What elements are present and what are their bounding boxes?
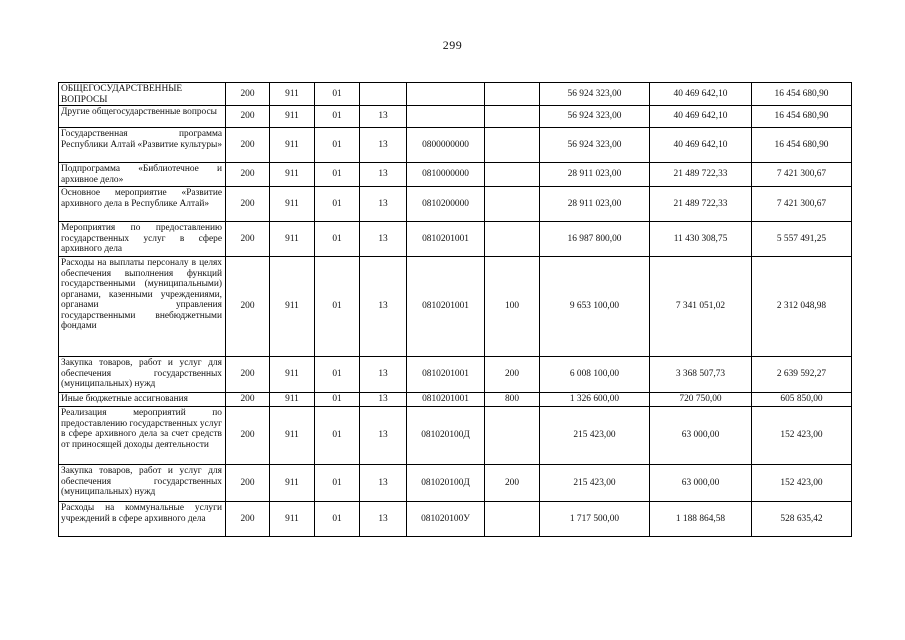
column-subsection: 13	[360, 393, 407, 407]
column-remaining-amount: 5 557 491,25	[752, 222, 852, 257]
row-name: Расходы на коммунальные услуги учреждений в сфере архивного дела	[59, 502, 226, 537]
table-row	[59, 407, 852, 465]
column-executed-amount: 1 188 864,58	[650, 502, 752, 537]
column-subsection: 13	[360, 465, 407, 502]
column-expense-type	[485, 128, 540, 163]
column-expense-type: 100	[485, 257, 540, 357]
column-budget-code: 200	[226, 83, 270, 106]
column-target-article: 0800000000	[407, 128, 485, 163]
column-target-article: 081020100Д	[407, 465, 485, 502]
column-executed-amount: 720 750,00	[650, 393, 752, 407]
column-approved-amount: 56 924 323,00	[540, 83, 650, 106]
column-section: 01	[315, 502, 360, 537]
column-budget-code: 200	[226, 407, 270, 465]
column-remaining-amount: 16 454 680,90	[752, 128, 852, 163]
column-expense-type	[485, 163, 540, 187]
column-expense-type	[485, 187, 540, 222]
column-ministry-code: 911	[270, 83, 315, 106]
table-row	[59, 222, 852, 257]
budget-table	[58, 82, 852, 537]
column-remaining-amount: 152 423,00	[752, 407, 852, 465]
column-approved-amount: 28 911 023,00	[540, 163, 650, 187]
table-row	[59, 83, 852, 106]
column-ministry-code: 911	[270, 502, 315, 537]
column-budget-code: 200	[226, 465, 270, 502]
column-budget-code: 200	[226, 502, 270, 537]
column-expense-type: 200	[485, 357, 540, 393]
column-approved-amount: 215 423,00	[540, 407, 650, 465]
row-name: Подпрограмма «Библиотечное и архивное дело»	[59, 163, 226, 187]
column-target-article: 0810201001	[407, 357, 485, 393]
row-name: Государственная программа Республики Алтай «Развитие культуры»	[59, 128, 226, 163]
column-section: 01	[315, 393, 360, 407]
column-remaining-amount: 16 454 680,90	[752, 83, 852, 106]
column-budget-code: 200	[226, 106, 270, 128]
table-row	[59, 128, 852, 163]
column-budget-code: 200	[226, 163, 270, 187]
column-remaining-amount: 16 454 680,90	[752, 106, 852, 128]
column-executed-amount: 21 489 722,33	[650, 187, 752, 222]
column-approved-amount: 56 924 323,00	[540, 128, 650, 163]
column-ministry-code: 911	[270, 407, 315, 465]
column-budget-code: 200	[226, 257, 270, 357]
column-ministry-code: 911	[270, 393, 315, 407]
table-row	[59, 163, 852, 187]
row-name: Другие общегосударственные вопросы	[59, 106, 226, 128]
column-executed-amount: 40 469 642,10	[650, 128, 752, 163]
column-subsection: 13	[360, 187, 407, 222]
column-subsection: 13	[360, 106, 407, 128]
column-remaining-amount: 7 421 300,67	[752, 163, 852, 187]
column-expense-type: 800	[485, 393, 540, 407]
column-ministry-code: 911	[270, 187, 315, 222]
table-row	[59, 502, 852, 537]
column-subsection: 13	[360, 222, 407, 257]
column-ministry-code: 911	[270, 465, 315, 502]
row-name: Закупка товаров, работ и услуг для обеспечения государственных (муниципальных) нужд	[59, 465, 226, 502]
column-section: 01	[315, 83, 360, 106]
column-subsection	[360, 83, 407, 106]
column-executed-amount: 11 430 308,75	[650, 222, 752, 257]
column-ministry-code: 911	[270, 106, 315, 128]
column-approved-amount: 16 987 800,00	[540, 222, 650, 257]
column-section: 01	[315, 357, 360, 393]
row-name: Закупка товаров, работ и услуг для обеспечения государственных (муниципальных) нужд	[59, 357, 226, 393]
row-name: Иные бюджетные ассигнования	[59, 393, 226, 407]
row-name: Реализация мероприятий по предоставлению государственных услуг в сфере архивного дела за счет средств от приносящей доходы деятельности	[59, 407, 226, 465]
column-target-article	[407, 83, 485, 106]
row-name: ОБЩЕГОСУДАРСТВЕННЫЕ ВОПРОСЫ	[59, 83, 226, 106]
column-approved-amount: 1 326 600,00	[540, 393, 650, 407]
column-subsection: 13	[360, 257, 407, 357]
column-target-article: 0810000000	[407, 163, 485, 187]
column-subsection: 13	[360, 163, 407, 187]
column-target-article: 0810200000	[407, 187, 485, 222]
column-budget-code: 200	[226, 128, 270, 163]
column-executed-amount: 40 469 642,10	[650, 83, 752, 106]
column-remaining-amount: 2 639 592,27	[752, 357, 852, 393]
column-target-article: 0810201001	[407, 222, 485, 257]
column-section: 01	[315, 163, 360, 187]
table-row	[59, 393, 852, 407]
column-target-article: 0810201001	[407, 393, 485, 407]
column-ministry-code: 911	[270, 257, 315, 357]
column-approved-amount: 215 423,00	[540, 465, 650, 502]
table-row	[59, 465, 852, 502]
column-target-article: 081020100У	[407, 502, 485, 537]
page-number: 299	[442, 38, 463, 52]
column-section: 01	[315, 407, 360, 465]
column-approved-amount: 9 653 100,00	[540, 257, 650, 357]
column-approved-amount: 28 911 023,00	[540, 187, 650, 222]
column-ministry-code: 911	[270, 163, 315, 187]
column-budget-code: 200	[226, 393, 270, 407]
column-expense-type	[485, 407, 540, 465]
column-expense-type: 200	[485, 465, 540, 502]
column-target-article: 0810201001	[407, 257, 485, 357]
row-name: Мероприятия по предоставлению государственных услуг в сфере архивного дела	[59, 222, 226, 257]
column-section: 01	[315, 465, 360, 502]
table-row	[59, 257, 852, 357]
column-expense-type	[485, 502, 540, 537]
column-ministry-code: 911	[270, 357, 315, 393]
table-row	[59, 187, 852, 222]
column-subsection: 13	[360, 407, 407, 465]
column-budget-code: 200	[226, 357, 270, 393]
column-expense-type	[485, 83, 540, 106]
column-executed-amount: 21 489 722,33	[650, 163, 752, 187]
column-approved-amount: 1 717 500,00	[540, 502, 650, 537]
column-subsection: 13	[360, 502, 407, 537]
column-section: 01	[315, 222, 360, 257]
column-ministry-code: 911	[270, 222, 315, 257]
column-section: 01	[315, 106, 360, 128]
column-approved-amount: 6 008 100,00	[540, 357, 650, 393]
column-budget-code: 200	[226, 187, 270, 222]
column-remaining-amount: 7 421 300,67	[752, 187, 852, 222]
table-row	[59, 106, 852, 128]
column-target-article	[407, 106, 485, 128]
column-executed-amount: 7 341 051,02	[650, 257, 752, 357]
column-ministry-code: 911	[270, 128, 315, 163]
column-executed-amount: 63 000,00	[650, 465, 752, 502]
column-executed-amount: 3 368 507,73	[650, 357, 752, 393]
column-expense-type	[485, 222, 540, 257]
column-executed-amount: 40 469 642,10	[650, 106, 752, 128]
column-budget-code: 200	[226, 222, 270, 257]
column-remaining-amount: 152 423,00	[752, 465, 852, 502]
column-subsection: 13	[360, 357, 407, 393]
column-section: 01	[315, 187, 360, 222]
column-remaining-amount: 605 850,00	[752, 393, 852, 407]
row-name: Расходы на выплаты персоналу в целях обеспечения выполнения функций государственными (муниципальными) органами, казенными учреждениями, органами управления государственными внебюджетными фондами	[59, 257, 226, 357]
column-expense-type	[485, 106, 540, 128]
column-section: 01	[315, 128, 360, 163]
column-approved-amount: 56 924 323,00	[540, 106, 650, 128]
row-name: Основное мероприятие «Развитие архивного дела в Республике Алтай»	[59, 187, 226, 222]
column-remaining-amount: 528 635,42	[752, 502, 852, 537]
column-target-article: 081020100Д	[407, 407, 485, 465]
column-executed-amount: 63 000,00	[650, 407, 752, 465]
column-subsection: 13	[360, 128, 407, 163]
column-remaining-amount: 2 312 048,98	[752, 257, 852, 357]
column-section: 01	[315, 257, 360, 357]
table-row	[59, 357, 852, 393]
